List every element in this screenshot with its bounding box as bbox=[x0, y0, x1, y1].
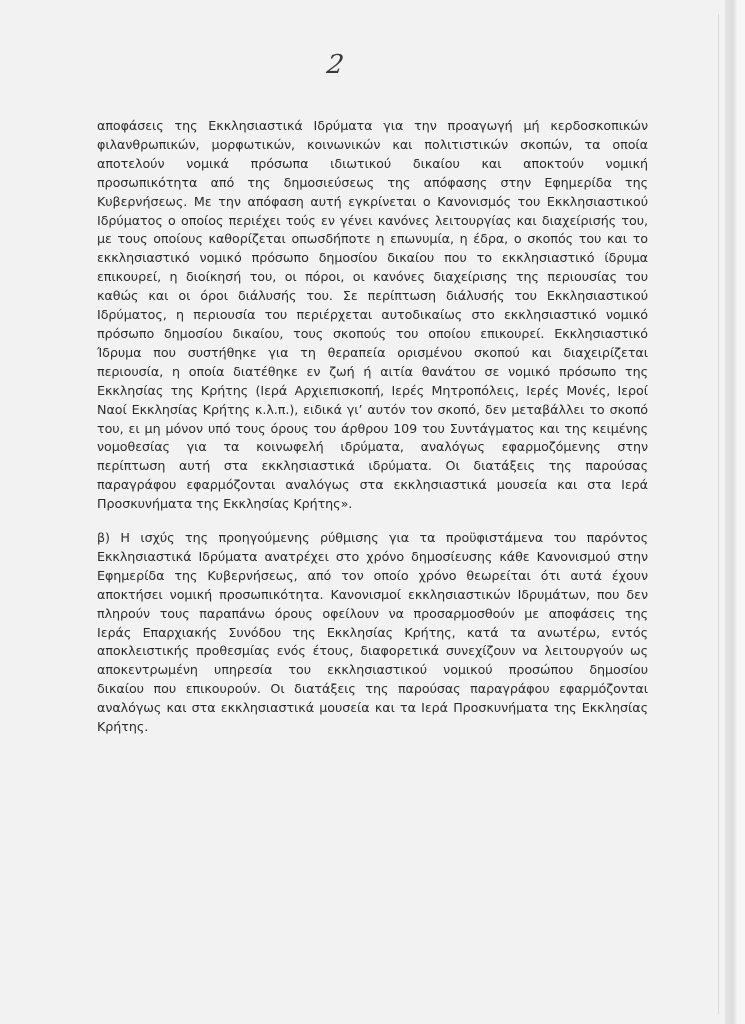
text-line: με τους οποίους καθορίζεται οπωσδήποτε η επωνυμία, η έδρα, ο σκοπός του και το bbox=[97, 231, 648, 247]
text-line: περιουσία, η οποία διατέθηκε εν ζωή ή αιτία θανάτου σε νομικό πρόσωπο της bbox=[97, 363, 648, 379]
text-line: Προσκυνήματα της Εκκλησίας Κρήτης». bbox=[97, 496, 353, 512]
text-line: καθώς και οι όροι διάλυσής του. Σε περίπτωση διάλυσής του Εκκλησιαστικού bbox=[97, 288, 648, 304]
text-line: του, ει μη μόνον υπό τους όρους του άρθρου 109 του Συντάγματος και της κειμένης bbox=[97, 420, 648, 436]
document-body bbox=[97, 117, 648, 737]
text-line: Ιεράς Επαρχιακής Συνόδου της Εκκλησίας Κρήτης, κατά τα ανωτέρω, εντός bbox=[97, 624, 648, 640]
text-line: πρόσωπο δημοσίου δικαίου, τους σκοπούς του οποίου επικουρεί. Εκκλησιαστικό bbox=[97, 325, 648, 341]
text-line: Εκκλησίας της Κρήτης (Ιερά Αρχιεπισκοπή, Ιερές Μητροπόλεις, Ιερές Μονές, Ιεροί bbox=[97, 382, 648, 398]
text-line: πληρούν τους παραπάνω όρους οφείλουν να προσαρμοσθούν με αποφάσεις της bbox=[97, 605, 648, 621]
text-line: εκκλησιαστικό νομικό πρόσωπο δημοσίου δικαίου που το εκκλησιαστικό ίδρυμα bbox=[97, 250, 648, 266]
text-line: αποτελούν νομικά πρόσωπα ιδιωτικού δικαίου και αποκτούν νομική bbox=[97, 155, 648, 171]
text-line: δικαίου που επικουρούν. Οι διατάξεις της παρούσας παραγράφου εφαρμόζονται bbox=[97, 681, 648, 697]
text-line: παραγράφου εφαρμόζονται αναλόγως στα εκκλησιαστικά μουσεία και στα Ιερά bbox=[97, 477, 648, 493]
text-line: Εφημερίδα της Κυβερνήσεως, από τον οποίο χρόνο θεωρείται ότι αυτά έχουν bbox=[97, 567, 648, 583]
text-line: Ίδρυμα που συστήθηκε για τη θεραπεία ορισμένου σκοπού και διαχειρίζεται bbox=[97, 344, 648, 360]
scan-edge-shadow bbox=[725, 0, 745, 1024]
text-line: επικουρεί, η διοίκησή του, οι πόροι, οι κανόνες διαχείρισης της περιουσίας του bbox=[97, 269, 648, 285]
text-line: φιλανθρωπικών, μορφωτικών, κοινωνικών και πολιτιστικών σκοπών, τα οποία bbox=[97, 136, 648, 152]
text-line: αποφάσεις της Εκκλησιαστικά Ιδρύματα για την προαγωγή μή κερδοσκοπικών bbox=[97, 118, 648, 133]
text-line: Ιδρύματος, η περιουσία του περιέρχεται αυτοδικαίως στο εκκλησιαστικό νομικό bbox=[97, 307, 648, 323]
text-line: προσωπικότητα από της δημοσιεύσεως της απόφασης στην Εφημερίδα της bbox=[97, 174, 648, 190]
text-line: περίπτωση αυτή στα εκκλησιαστικά ιδρύματα. Οι διατάξεις της παρούσας bbox=[97, 458, 648, 474]
paragraph-b bbox=[97, 529, 648, 737]
text-line: αποκλειστικής προθεσμίας ενός έτους, διαφορετικά συνεχίζουν να λειτουργούν ως bbox=[97, 643, 648, 659]
scan-border-line bbox=[718, 14, 719, 1014]
text-line: Ιδρύματος ο οποίος περιέχει τούς εν γένει κανόνες λειτουργίας και διαχείρισής του, bbox=[97, 212, 648, 228]
text-line: β) Η ισχύς της προηγούμενης ρύθμισης για τα προϋφιστάμενα του παρόντος bbox=[97, 530, 648, 546]
text-line: Εκκλησιαστικά Ιδρύματα ανατρέχει στο χρόνο δημοσίευσης κάθε Κανονισμού στην bbox=[97, 548, 648, 564]
paragraph-continuation bbox=[97, 117, 648, 514]
handwritten-page-number: 2 bbox=[324, 50, 346, 80]
text-line: αναλόγως και στα εκκλησιαστικά μουσεία και τα Ιερά Προσκυνήματα της Εκκλησίας bbox=[97, 700, 648, 716]
text-line: Κρήτης. bbox=[97, 719, 149, 735]
text-line: Ναοί Εκκλησίας Κρήτης κ.λ.π.), ειδικά γι’ αυτόν τον σκοπό, δεν μεταβάλλει το σκοπό bbox=[97, 401, 648, 417]
text-line: Κυβερνήσεως. Με την απόφαση αυτή εγκρίνεται ο Κανονισμός του Εκκλησιαστικού bbox=[97, 193, 648, 209]
text-line: νομοθεσίας για τα κοινωφελή ιδρύματα, αναλόγως εφαρμοζόμενης στην bbox=[97, 439, 648, 455]
text-line: αποκεντρωμένη υπηρεσία του εκκλησιαστικού νομικού προσώπου δημοσίου bbox=[97, 662, 648, 678]
text-line: αποκτήσει νομική προσωπικότητα. Κανονισμοί εκκλησιαστικών Ιδρυμάτων, που δεν bbox=[97, 586, 648, 602]
